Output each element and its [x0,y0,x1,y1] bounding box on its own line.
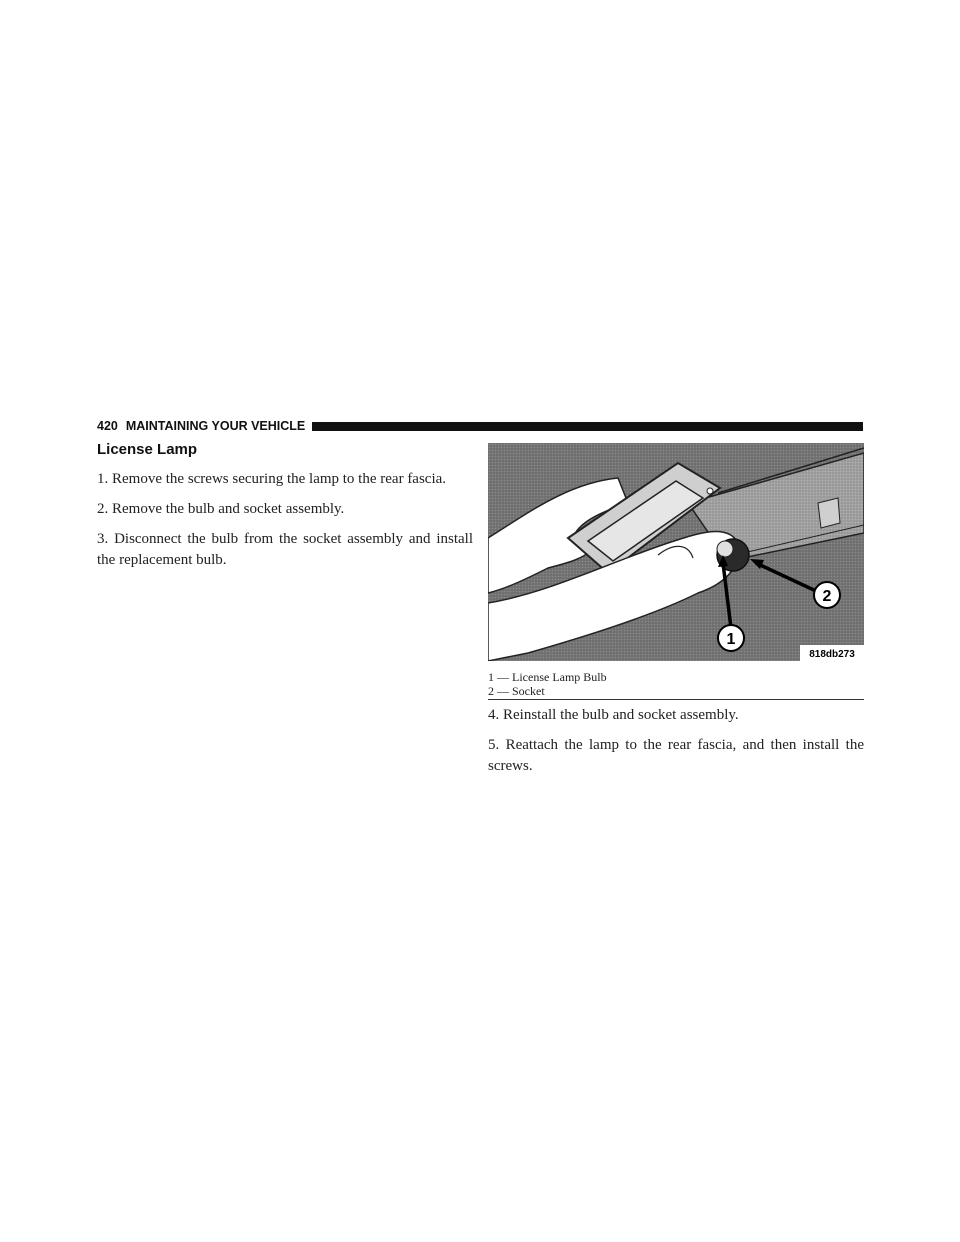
license-lamp-illustration [488,443,864,661]
step-1: 1. Remove the screws securing the lamp to the rear fascia. [97,471,447,487]
step-2: 2. Remove the bulb and socket assembly. [97,501,345,517]
caption-socket: 2 — Socket [488,684,545,698]
right-column [488,705,864,786]
page-header [97,418,863,434]
section-heading: License Lamp [97,441,198,458]
step-4: 4. Reinstall the bulb and socket assembly. [488,707,739,723]
callout-2: 2 [822,588,832,605]
figure-captions [488,670,864,700]
header-rule [312,422,863,431]
page-number: 420 [97,419,118,433]
figure-code: 818db273 [809,649,855,660]
callout-1: 1 [726,631,736,648]
caption-bulb: 1 — License Lamp Bulb [488,670,607,684]
step-5: 5. Reattach the lamp to the rear fascia, and then install the screws. [488,737,864,774]
step-3: 3. Disconnect the bulb from the socket assembly and install the replacement bulb. [97,531,473,568]
left-column [97,469,473,580]
section-title: MAINTAINING YOUR VEHICLE [125,419,306,433]
